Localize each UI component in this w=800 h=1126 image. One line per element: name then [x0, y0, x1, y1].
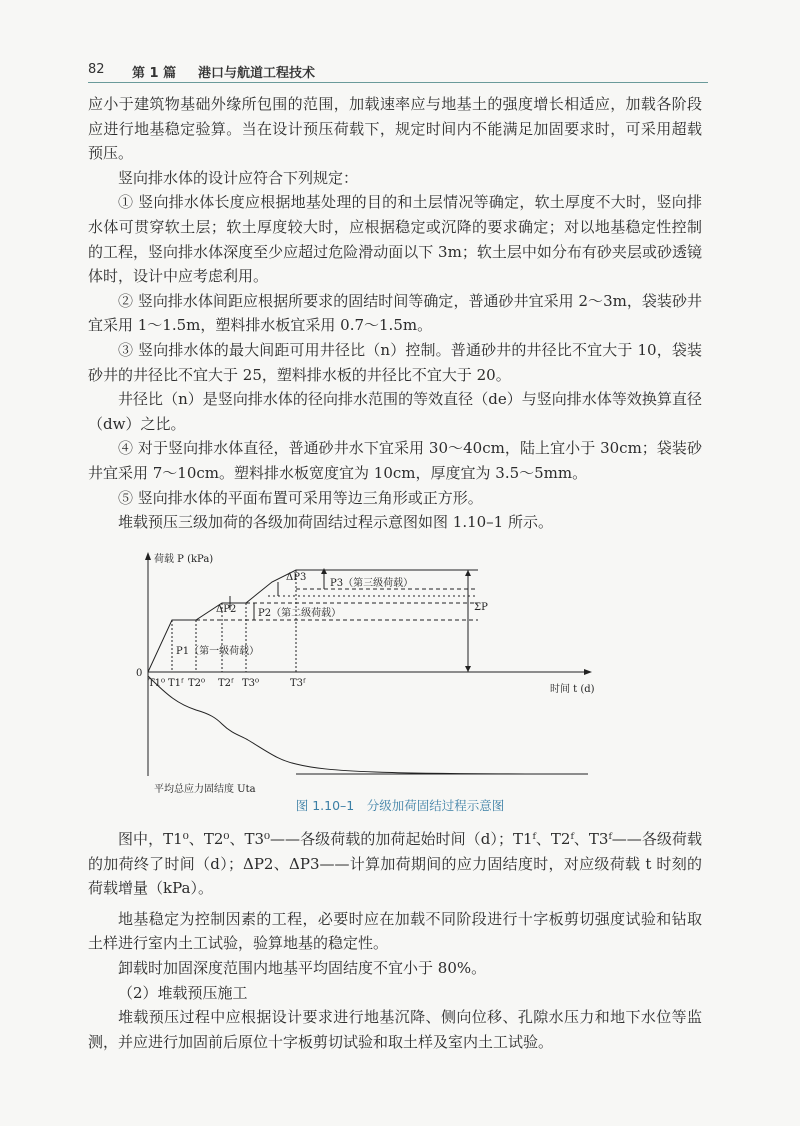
- paragraph: ③ 竖向排水体的最大间距可用井径比（n）控制。普通砂井的井径比不宜大于 10，袋装砂井的井径比不宜大于 25，塑料排水板的井径比不宜大于 20。: [88, 340, 702, 384]
- page-header: [88, 60, 708, 84]
- sum-label: ΣP: [474, 602, 488, 613]
- p2-label: P2（第二级荷载）: [258, 608, 342, 619]
- x-axis-label: 时间 t (d): [550, 684, 595, 695]
- origin-label: 0: [136, 668, 143, 679]
- t3-0-label: T3⁰: [242, 678, 260, 689]
- x-axis-arrow: [584, 669, 592, 675]
- book-title: 港口与航道工程技术: [198, 66, 316, 81]
- paragraph: ④ 对于竖向排水体直径，普通砂井水下宜采用 30～40cm，陆上宜小于 30cm；袋装砂井宜采用 7～10cm。塑料排水板宽度宜为 10cm，厚度宜为 3.5～5mm。: [88, 439, 702, 482]
- paragraph: 堆载预压过程中应根据设计要求进行地基沉降、侧向位移、孔隙水压力和地下水位等监测，并应进行加固前后原位十字板剪切试验和取土样及室内土工试验。: [88, 1008, 702, 1051]
- paragraph: 地基稳定为控制因素的工程，必要时应在加载不同阶段进行十字板剪切强度试验和钻取土样进行室内土工试验，验算地基的稳定性。: [88, 909, 702, 953]
- dp3-label: ΔP3: [286, 572, 307, 583]
- y-axis-arrow: [145, 552, 151, 560]
- paragraph: ② 竖向排水体间距应根据所要求的固结时间等确定，普通砂井宜采用 2～3m，袋装砂井宜采用 1～1.5m，塑料排水板宜采用 0.7～1.5m。: [88, 291, 702, 335]
- p3-arrow-head: [321, 568, 327, 574]
- t2-0-label: T2⁰: [188, 678, 206, 689]
- header-rule: [88, 82, 708, 83]
- consolidation-diagram: [118, 546, 638, 796]
- t3-f-label: T3ᶠ: [290, 678, 306, 689]
- paragraph: ⑤ 竖向排水体的平面布置可采用等边三角形或正方形。: [118, 488, 483, 507]
- paragraph: 卸载时加固深度范围内地基平均固结度不宜小于 80%。: [118, 958, 487, 977]
- paragraph: 图中，T1⁰、T2⁰、T3⁰——各级荷载的加荷起始时间（d）；T1ᶠ、T2ᶠ、T3ᶠ——各级荷载的加荷终了时间（d）；ΔP2、ΔP3——计算加荷期间的应力固结度时，对应级荷载 t 时刻的荷载增量（kPa）。: [88, 830, 702, 898]
- paragraph: 井径比（n）是竖向排水体的径向排水范围的等效直径（de）与竖向排水体等效换算直径（dw）之比。: [88, 390, 702, 433]
- paragraph: ① 竖向排水体长度应根据地基处理的目的和土层情况等确定，软土厚度不大时，竖向排水体可贯穿软土层；软土厚度较大时，应根据稳定或沉降的要求确定；对以地基稳定性控制的工程，竖向排水体深度至少应超过危险滑动面以下 3m；软土层中如分布有砂夹层或砂透镜体时，设计中应考虑利用。: [88, 193, 702, 286]
- t1-f-label: T1ᶠ: [168, 678, 184, 689]
- body-text-top: [88, 92, 702, 535]
- p1-label: P1（第一级荷载）: [176, 646, 260, 657]
- paragraph: 竖向排水体的设计应符合下列规定：: [118, 168, 359, 187]
- page-number: 82: [88, 62, 105, 77]
- y-axis-label: 荷载 P (kPa): [154, 554, 214, 565]
- bottom-label: 平均总应力固结度 Uta: [154, 784, 256, 795]
- t1-0-label: T1⁰: [148, 678, 166, 689]
- paragraph: 应小于建筑物基础外缘所包围的范围，加载速率应与地基土的强度增长相适应，加载各阶段应进行地基稳定验算。当在设计预压荷载下，规定时间内不能满足加固要求时，可采用超载预压。: [88, 95, 702, 163]
- part-label: 第 1 篇: [132, 66, 177, 81]
- consolidation-curve: [148, 676, 588, 774]
- section-heading: （2）堆载预压施工: [118, 983, 248, 1002]
- p3-label: P3（第三级荷载）: [330, 578, 414, 589]
- figure-caption: 图 1.10–1 分级加荷固结过程示意图: [295, 798, 505, 813]
- body-text-bottom: [88, 827, 702, 1054]
- t2-f-label: T2ᶠ: [218, 678, 234, 689]
- figure-consolidation: [118, 546, 638, 796]
- sum-arrow-bottom: [465, 666, 471, 672]
- paragraph: 堆载预压三级加荷的各级加荷固结过程示意图如图 1.10–1 所示。: [118, 513, 553, 532]
- sum-arrow-top: [465, 570, 471, 576]
- dp2-label: ΔP2: [216, 604, 237, 615]
